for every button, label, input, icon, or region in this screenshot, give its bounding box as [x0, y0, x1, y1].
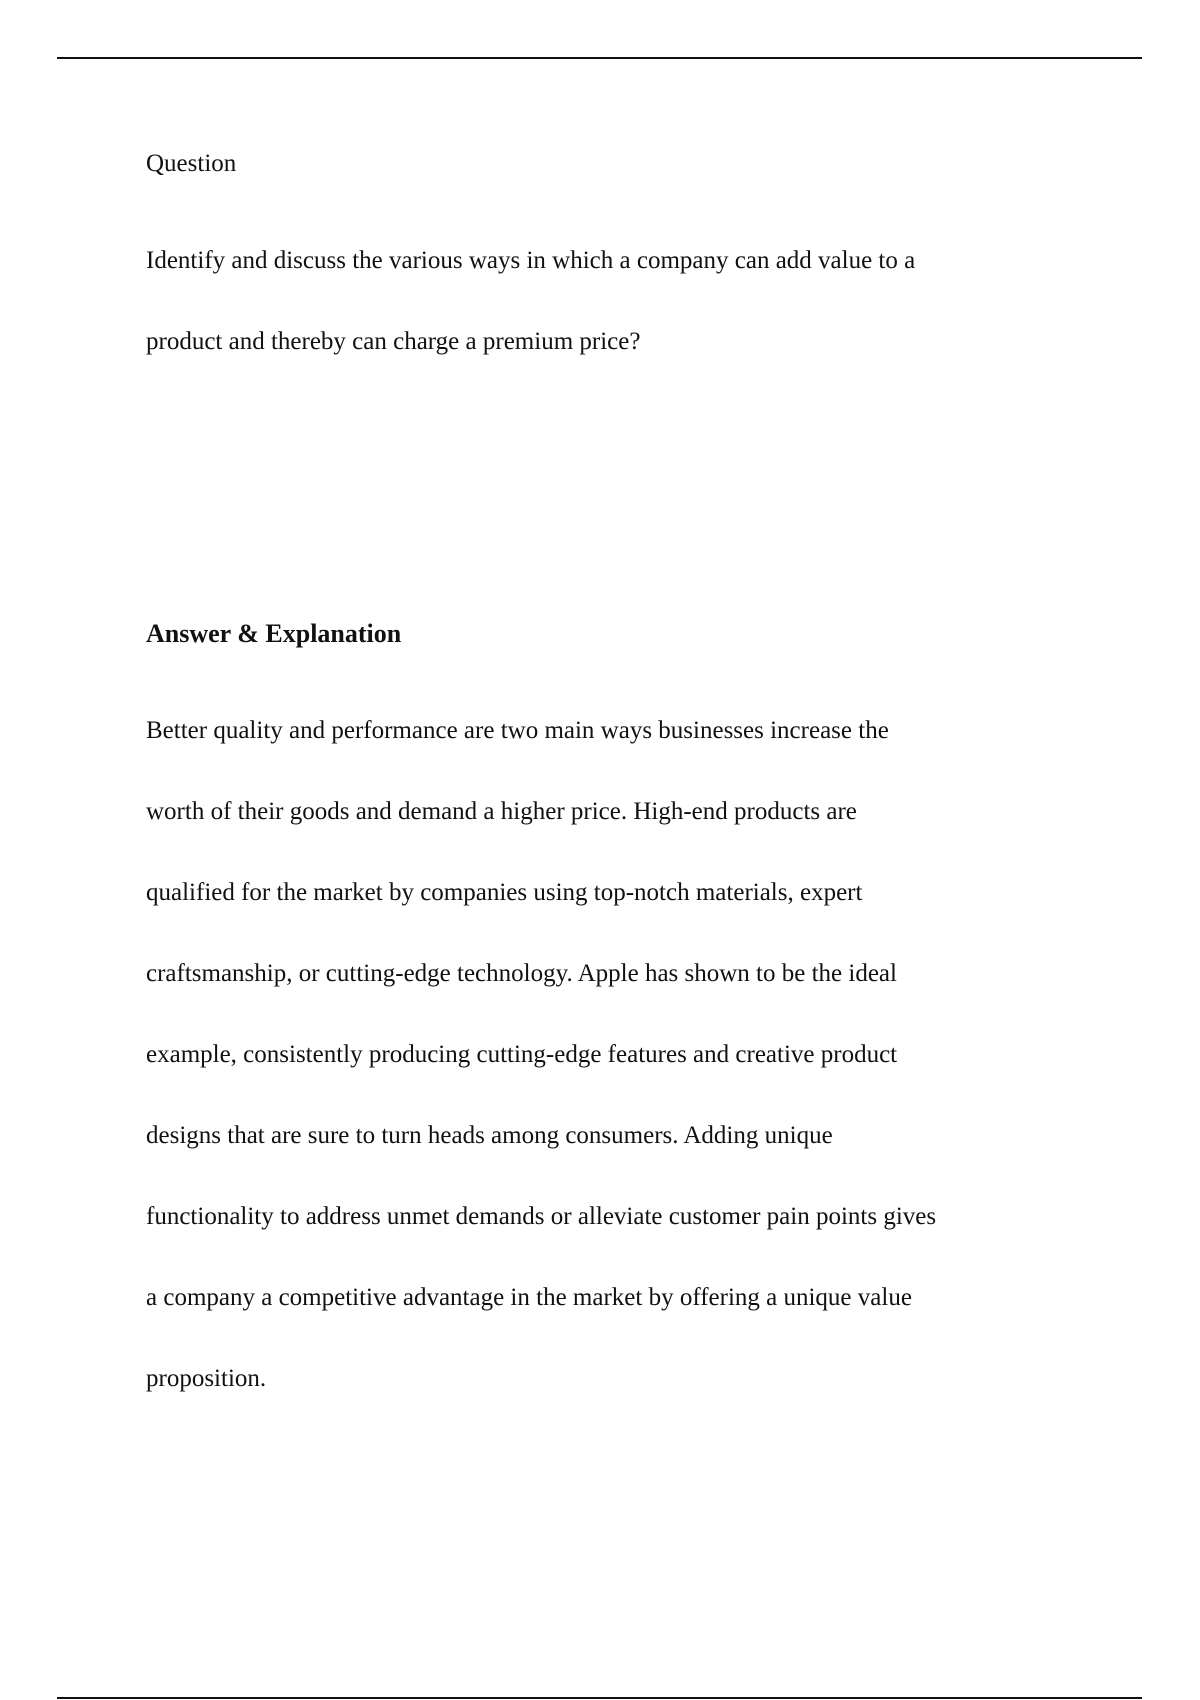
answer-line: functionality to address unmet demands or alleviate customer pain points gives: [146, 1203, 937, 1230]
question-text: [146, 220, 1046, 382]
question-line: Identify and discuss the various ways in which a company can add value to a: [146, 247, 916, 274]
answer-line: worth of their goods and demand a higher price. High-end products are: [146, 798, 857, 825]
top-rule: [57, 57, 1142, 59]
answer-line: craftsmanship, or cutting-edge technology. Apple has shown to be the ideal: [146, 960, 897, 987]
answer-text: [146, 690, 1046, 1419]
answer-line: qualified for the market by companies using top-notch materials, expert: [146, 879, 863, 906]
answer-line: a company a competitive advantage in the market by offering a unique value: [146, 1284, 912, 1311]
question-label: Question: [146, 150, 237, 177]
answer-line: proposition.: [146, 1365, 267, 1392]
answer-line: example, consistently producing cutting-edge features and creative product: [146, 1041, 898, 1068]
answer-line: designs that are sure to turn heads among consumers. Adding unique: [146, 1122, 833, 1149]
bottom-rule: [57, 1697, 1142, 1699]
answer-line: Better quality and performance are two main ways businesses increase the: [146, 717, 889, 744]
answer-heading: Answer & Explanation: [146, 619, 402, 648]
question-line: product and thereby can charge a premium price?: [146, 328, 641, 355]
